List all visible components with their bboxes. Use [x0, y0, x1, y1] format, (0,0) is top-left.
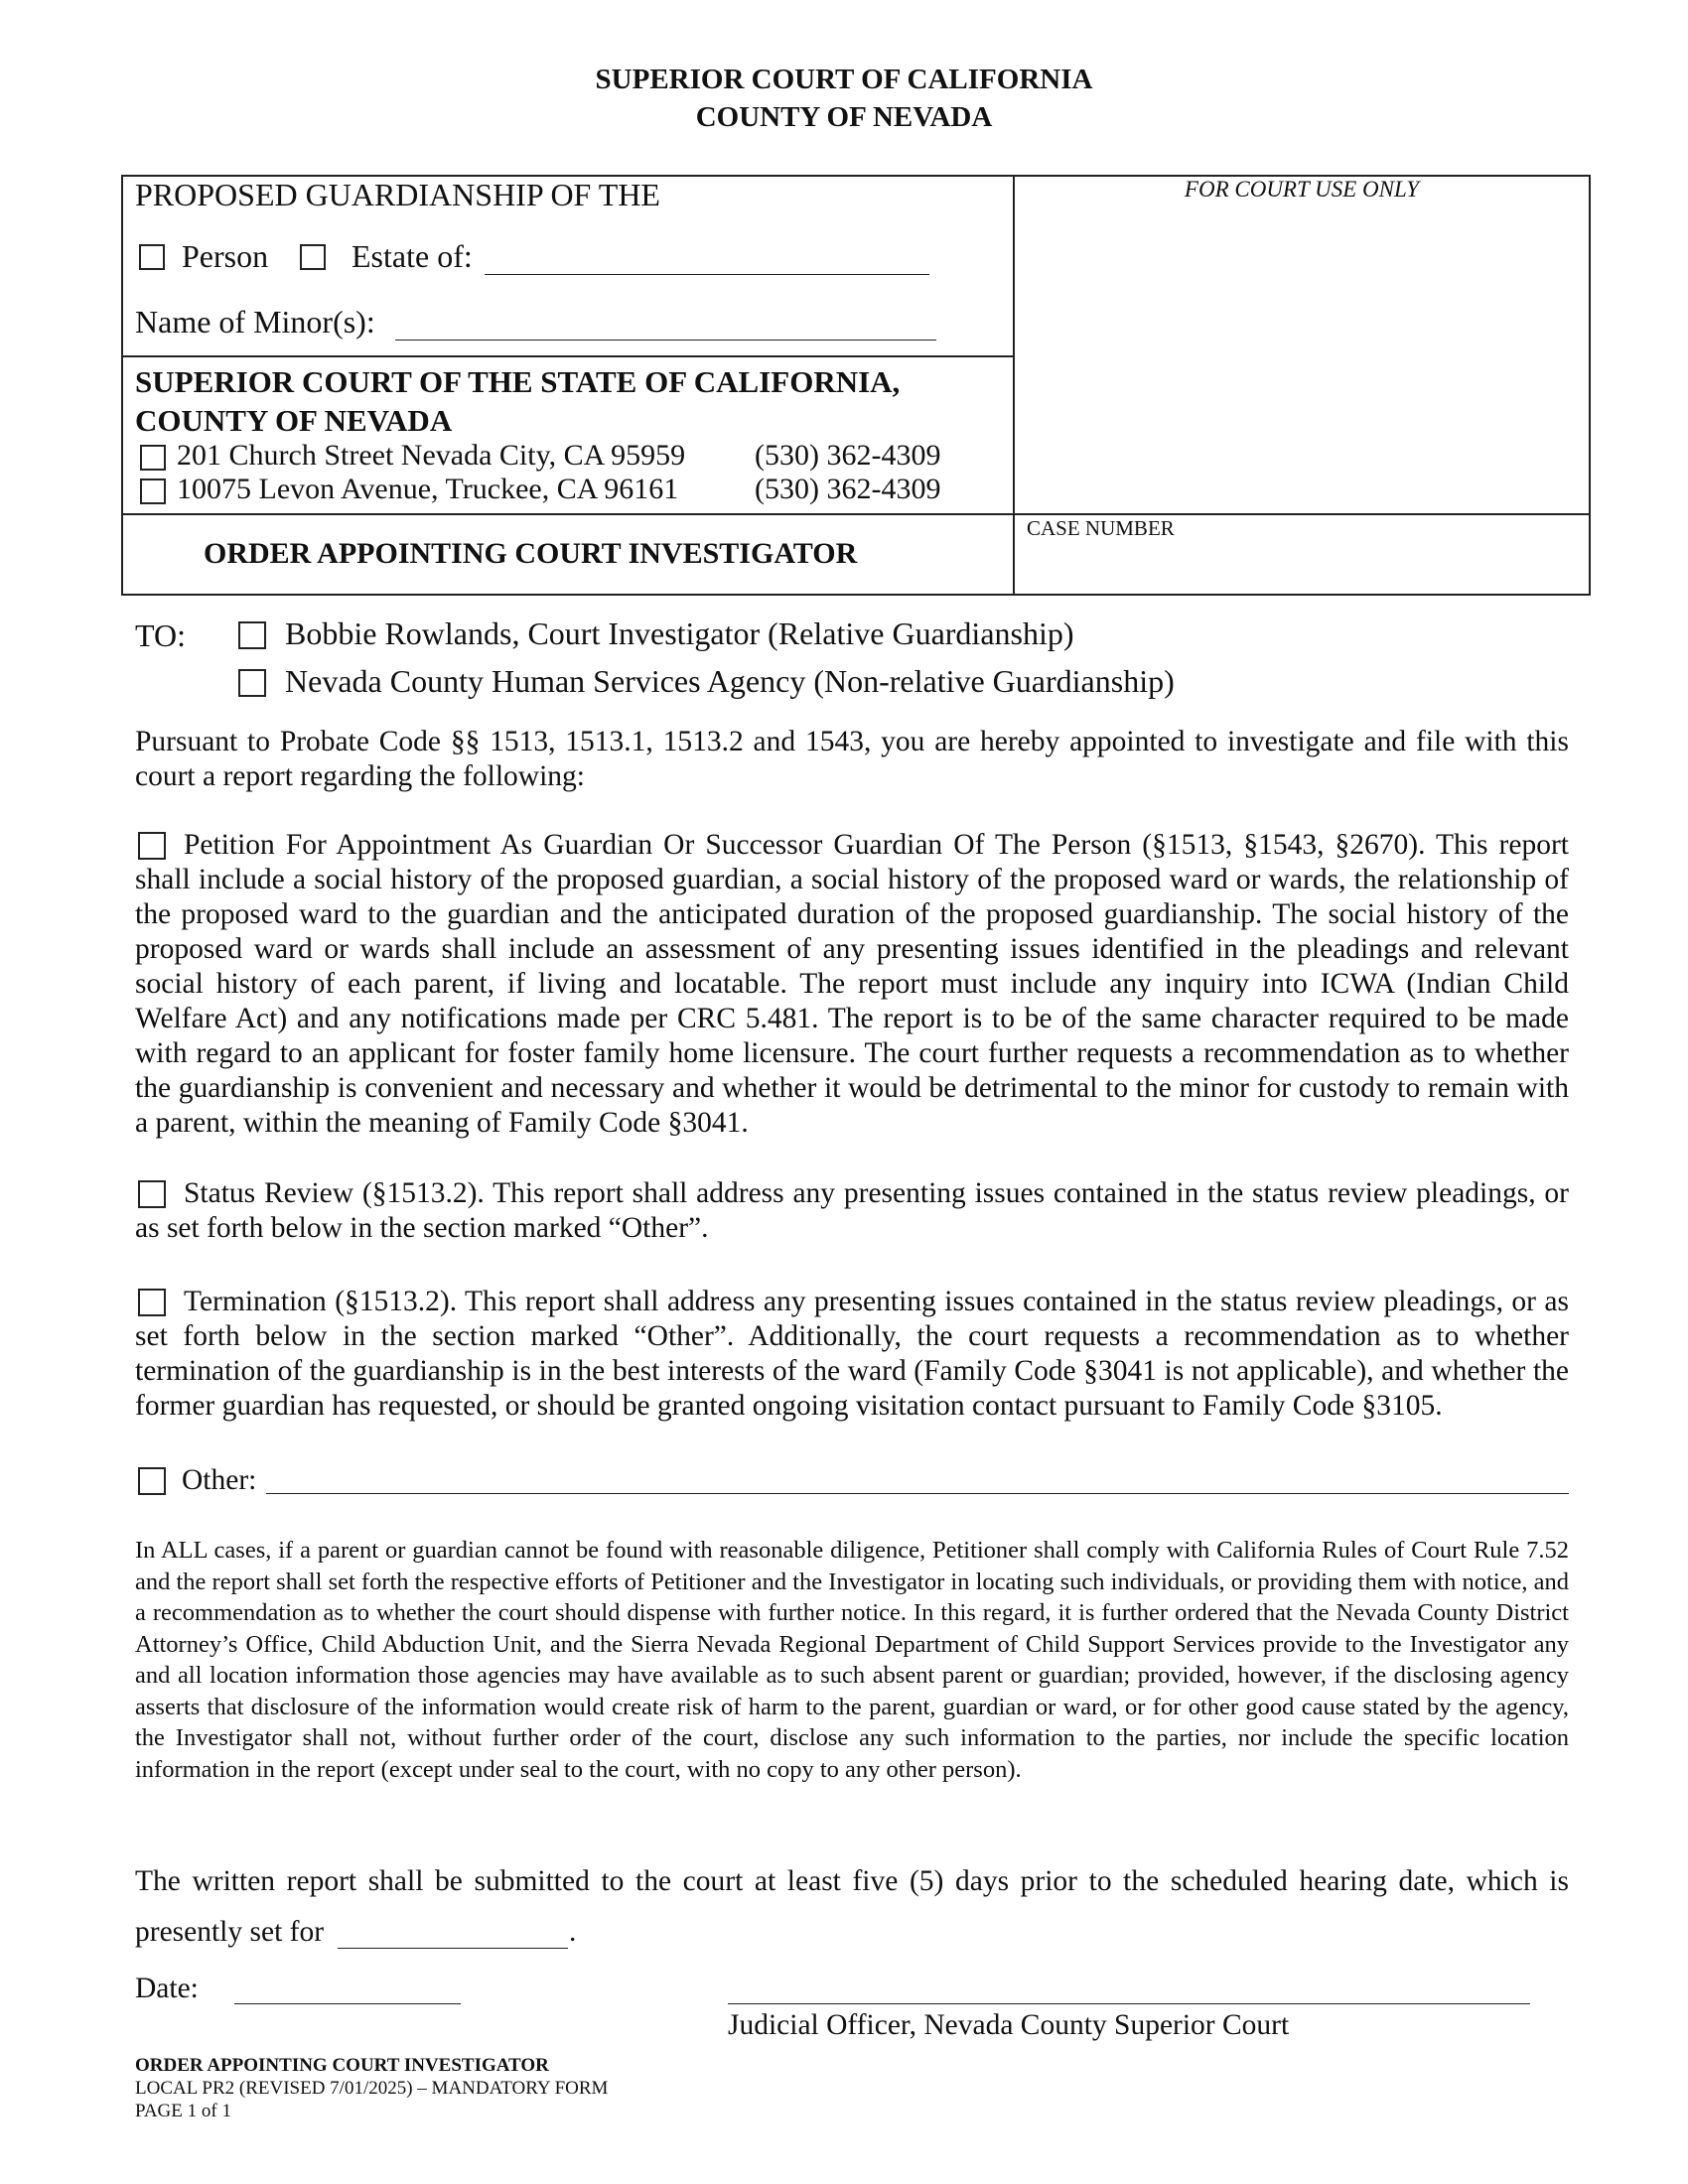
hsa-checkbox[interactable] [238, 669, 266, 697]
footer-form-number: LOCAL PR2 (REVISED 7/01/2025) – MANDATORY FORM [135, 2078, 609, 2099]
footer-page-number: PAGE 1 of 1 [135, 2101, 231, 2121]
court-use-only: FOR COURT USE ONLY [1184, 177, 1420, 202]
form-title: ORDER APPOINTING COURT INVESTIGATOR [204, 537, 858, 570]
estate-checkbox[interactable] [300, 244, 326, 270]
all-cases-paragraph: In ALL cases, if a parent or guardian cannot be found with reasonable diligence, Petitioner shall comply with California Rules of Court Rule 7.52 and the report shall set forth the respective efforts of Petitioner and the Investigator in locating such individuals, or providing them with notice, and a recommendation as to whether the court should dispense with further notice. In this regard, it is further ordered that the Nevada County District Attorney’s Office, Child Abduction Unit, and the Sierra Nevada Regional Department of Child Support Services provide to the Investigator any and all location information those agencies may have available as to such absent parent or guardian; provided, however, if the disclosing agency asserts that disclosure of the information would create risk of harm to the parent, guardian or ward, or for other good cause stated by the agency, the Investigator shall not, without further order of the court, disclose any such information to the parties, nor include the specific location information in the report (except under seal to the court, with no copy to any other person). [135, 1537, 1570, 1783]
page-header-line1: SUPERIOR COURT OF CALIFORNIA [595, 64, 1093, 95]
set-for-period: . [569, 1916, 577, 1948]
petition-text: Petition For Appointment As Guardian Or Successor Guardian Of The Person (§1513, §1543, §2670). This report shall include a social history of the proposed guardian, a social history of the proposed ward or wards, the relationship of the proposed ward to the guardian and the anticipated duration of the proposed guardianship. The social history of the proposed ward or wards shall include an assessment of any presenting issues identified in the pleadings and relevant social history of each parent, if living and locatable. The report must include any inquiry into ICWA (Indian Child Welfare Act) and any notifications made per CRC 5.481. The report is to be of the same character required to be made with regard to an applicant for foster family home licensure. The court further requests a recommendation as to whether the guardianship is convenient and necessary and whether it would be detrimental to the minor for custody to remain with a parent, within the meaning of Family Code §3041. [135, 829, 1569, 1139]
submission-text: The written report shall be submitted to the court at least five (5) days prior to the scheduled hearing date, which is [135, 1865, 1569, 1897]
footer-form-title: ORDER APPOINTING COURT INVESTIGATOR [135, 2055, 549, 2076]
estate-label: Estate of: [352, 238, 473, 274]
hsa-option: Nevada County Human Services Agency (Non-relative Guardianship) [285, 663, 1175, 699]
termination-text: Termination (§1513.2). This report shall address any presenting issues contained in the status review pleadings, or as set forth below in the section marked “Other”. Additionally, the court requests a recommendation as to whether termination of the guardianship is in the best interests of the ward (Family Code §3041 is not applicable), and whether the former guardian has requested, or should be granted ongoing visitation contact pursuant to Family Code §3105. [135, 1286, 1569, 1422]
hearing-date-line[interactable] [338, 1948, 568, 1949]
other-label: Other: [182, 1464, 257, 1496]
location-address-2: 10075 Levon Avenue, Truckee, CA 96161 [177, 473, 679, 505]
location-address-1: 201 Church Street Nevada City, CA 95959 [177, 439, 686, 472]
location-phone-1: (530) 362-4309 [755, 439, 941, 472]
page-header-line2: COUNTY OF NEVADA [695, 101, 993, 133]
case-number-label: CASE NUMBER [1027, 516, 1175, 540]
person-label: Person [182, 238, 269, 274]
minor-label: Name of Minor(s): [135, 304, 375, 340]
intro-paragraph: Pursuant to Probate Code §§ 1513, 1513.1, 1513.2 and 1543, you are hereby appointed to investigate and file with this court a report regarding the following: [135, 726, 1569, 792]
person-checkbox[interactable] [139, 244, 165, 270]
judicial-officer-label: Judicial Officer, Nevada County Superior Court [728, 2009, 1290, 2041]
investigator-option: Bobbie Rowlands, Court Investigator (Relative Guardianship) [285, 615, 1074, 651]
estate-name-line[interactable] [485, 274, 929, 275]
date-line[interactable] [234, 2003, 461, 2004]
other-checkbox[interactable] [138, 1467, 166, 1495]
location-checkbox-truckee[interactable] [140, 478, 166, 504]
other-line[interactable] [266, 1493, 1569, 1494]
to-label: TO: [135, 617, 186, 653]
investigator-checkbox[interactable] [238, 621, 266, 649]
minor-name-line[interactable] [395, 340, 936, 341]
caption-rule-2 [121, 513, 1591, 515]
court-name-line2: COUNTY OF NEVADA [135, 403, 453, 438]
location-checkbox-nevada-city[interactable] [140, 445, 166, 471]
location-phone-2: (530) 362-4309 [755, 473, 941, 505]
guardianship-title: PROPOSED GUARDIANSHIP OF THE [135, 177, 660, 212]
signature-line[interactable] [728, 2003, 1530, 2004]
caption-rule-1 [121, 355, 1015, 357]
court-name-line1: SUPERIOR COURT OF THE STATE OF CALIFORNIA, [135, 364, 901, 399]
set-for-label: presently set for [135, 1916, 325, 1948]
date-label: Date: [135, 1973, 199, 2004]
caption-divider [1013, 175, 1015, 596]
status-review-text: Status Review (§1513.2). This report shall address any presenting issues contained in the status review pleadings, or as set forth below in the section marked “Other”. [135, 1177, 1569, 1244]
